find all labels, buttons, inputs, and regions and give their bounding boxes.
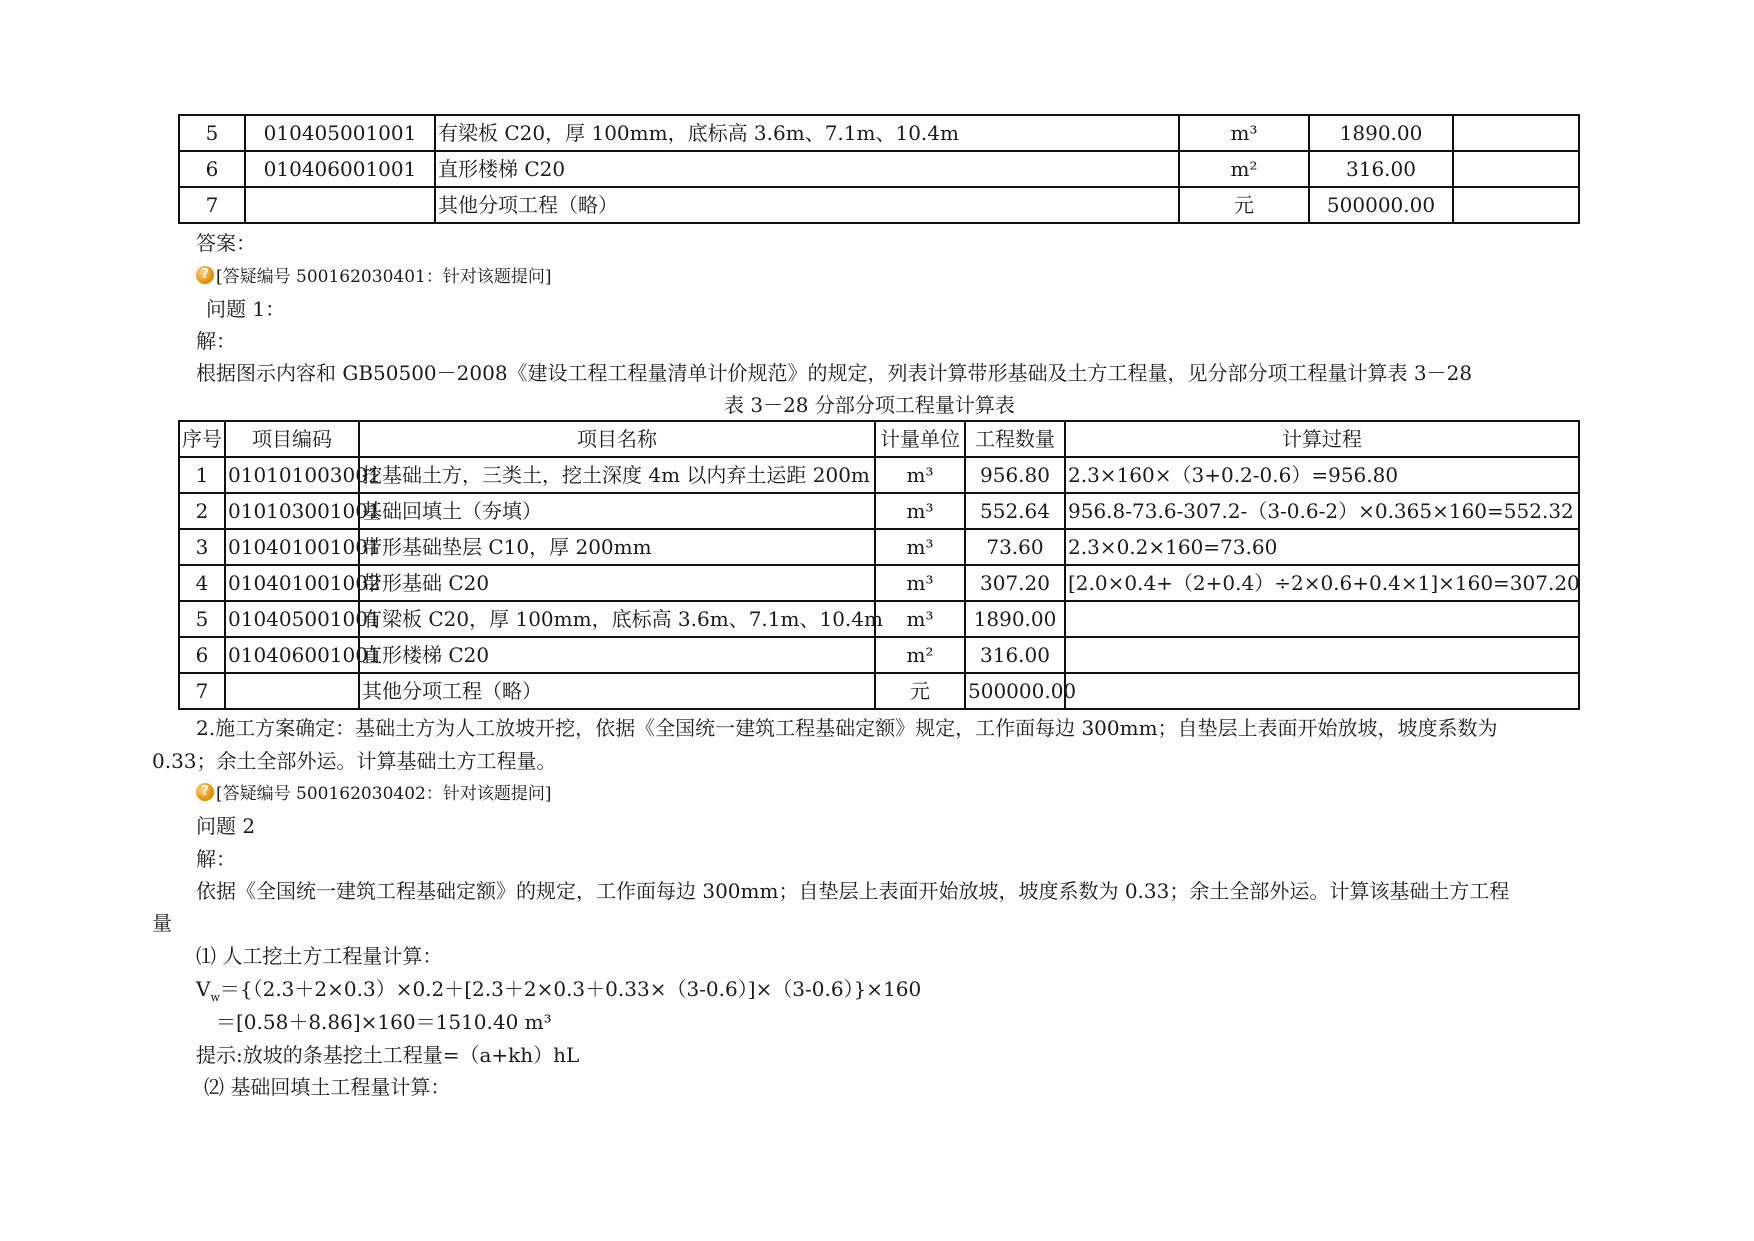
q2-label: 问题 2 (196, 814, 256, 838)
item-code: 010405001001 (245, 115, 435, 151)
quantity: 316.00 (965, 637, 1065, 673)
quantity: 1890.00 (965, 601, 1065, 637)
quantity: 307.20 (965, 565, 1065, 601)
solution-label-2: 解： (196, 847, 236, 871)
item-code: 010405001001 (225, 601, 359, 637)
table-row (179, 637, 1579, 673)
table-row (179, 493, 1579, 529)
extra (1453, 187, 1579, 223)
para2-line2: 0.33；余土全部外运。计算基础土方工程量。 (152, 749, 557, 773)
unit: m² (1179, 151, 1309, 187)
help-link-1[interactable] (196, 262, 551, 287)
unit: 元 (875, 673, 965, 709)
row-number: 1 (179, 457, 225, 493)
calculation: 2.3×0.2×160=73.60 (1065, 529, 1579, 565)
item-name: 其他分项工程（略） (435, 187, 1179, 223)
q1-intro: 根据图示内容和 GB50500－2008《建设工程工程量清单计价规范》的规定，列表计算带形基础及土方工程量，见分部分项工程量计算表 3－28 (196, 361, 1473, 385)
table-row (179, 115, 1579, 151)
item-name: 直形楼梯 C20 (435, 151, 1179, 187)
quantity: 500000.00 (1309, 187, 1453, 223)
column-header: 工程数量 (965, 421, 1065, 457)
extra (1453, 115, 1579, 151)
table-row (179, 601, 1579, 637)
row-number: 5 (179, 115, 245, 151)
quantity: 316.00 (1309, 151, 1453, 187)
question-icon: ? (196, 783, 214, 801)
quantity: 1890.00 (1309, 115, 1453, 151)
formula-v: V (196, 977, 211, 1001)
table-row (179, 457, 1579, 493)
row-number: 5 (179, 601, 225, 637)
formula-line2: ＝[0.58＋8.86]×160＝1510.40 m³ (216, 1010, 552, 1034)
row-number: 3 (179, 529, 225, 565)
unit: m³ (875, 529, 965, 565)
unit: m³ (1179, 115, 1309, 151)
top-table (178, 114, 1580, 224)
row-number: 7 (179, 673, 225, 709)
item-name: 挖基础土方，三类土，挖土深度 4m 以内弃土运距 200m (359, 457, 875, 493)
quantity: 73.60 (965, 529, 1065, 565)
item-code (225, 673, 359, 709)
hint: 提示:放坡的条基挖土工程量=（a+kh）hL (196, 1043, 580, 1067)
unit: m³ (875, 601, 965, 637)
calculation: 956.8-73.6-307.2-（3-0.6-2）×0.365×160=552.32 (1065, 493, 1579, 529)
item-code: 010101003001 (225, 457, 359, 493)
item-name: 有梁板 C20，厚 100mm，底标高 3.6m、7.1m、10.4m (435, 115, 1179, 151)
row-number: 6 (179, 151, 245, 187)
step2: ⑵ 基础回填土工程量计算： (204, 1075, 451, 1099)
row-number: 4 (179, 565, 225, 601)
formula-1: ＝{（2.3＋2×0.3）×0.2＋[2.3＋2×0.3＋0.33×（3-0.6）]×（3-0.6）}×160 (219, 977, 922, 1001)
unit: m³ (875, 493, 965, 529)
item-name: 带形基础垫层 C10，厚 200mm (359, 529, 875, 565)
item-code: 010401001001 (225, 529, 359, 565)
q2-line2: 量 (152, 911, 172, 935)
item-name: 带形基础 C20 (359, 565, 875, 601)
table-row (179, 565, 1579, 601)
item-code: 010401001002 (225, 565, 359, 601)
quantity: 500000.00 (965, 673, 1065, 709)
q2-line1: 依据《全国统一建筑工程基础定额》的规定，工作面每边 300mm；自垫层上表面开始放坡，坡度系数为 0.33；余土全部外运。计算该基础土方工程 (196, 879, 1510, 903)
item-code: 010103001001 (225, 493, 359, 529)
calculation: 2.3×160×（3+0.2-0.6）=956.80 (1065, 457, 1579, 493)
item-name: 基础回填土（夯填） (359, 493, 875, 529)
formula-line1 (196, 973, 921, 1004)
column-header: 计算过程 (1065, 421, 1579, 457)
item-name: 其他分项工程（略） (359, 673, 875, 709)
row-number: 2 (179, 493, 225, 529)
calculation (1065, 601, 1579, 637)
table-row (179, 673, 1579, 709)
unit: 元 (1179, 187, 1309, 223)
help-text-2: [答疑编号 500162030402：针对该题提问] (216, 784, 552, 804)
para2-line1: 2.施工方案确定：基础土方为人工放坡开挖，依据《全国统一建筑工程基础定额》规定，工作面每边 300mm；自垫层上表面开始放坡，坡度系数为 (196, 716, 1498, 740)
help-link-2[interactable] (196, 779, 551, 804)
item-code (245, 187, 435, 223)
table-row (179, 151, 1579, 187)
calculation (1065, 673, 1579, 709)
table-row (179, 529, 1579, 565)
quantity: 956.80 (965, 457, 1065, 493)
calculation (1065, 637, 1579, 673)
answer-label: 答案： (196, 231, 256, 255)
table-header-row (179, 421, 1579, 457)
table-row (179, 187, 1579, 223)
row-number: 6 (179, 637, 225, 673)
column-header: 序号 (179, 421, 225, 457)
item-name: 直形楼梯 C20 (359, 637, 875, 673)
formula-sub: w (210, 991, 220, 1004)
question-icon: ? (196, 266, 214, 284)
q1-label: 问题 1： (206, 297, 286, 321)
column-header: 项目名称 (359, 421, 875, 457)
unit: m³ (875, 565, 965, 601)
item-code: 010406001001 (225, 637, 359, 673)
table-caption: 表 3－28 分部分项工程量计算表 (724, 393, 1015, 417)
solution-label-1: 解： (196, 329, 236, 353)
column-header: 计量单位 (875, 421, 965, 457)
row-number: 7 (179, 187, 245, 223)
extra (1453, 151, 1579, 187)
item-code: 010406001001 (245, 151, 435, 187)
calc-table (178, 420, 1580, 710)
help-text-1: [答疑编号 500162030401：针对该题提问] (216, 267, 552, 287)
calculation: [2.0×0.4+（2+0.4）÷2×0.6+0.4×1]×160=307.20 (1065, 565, 1579, 601)
quantity: 552.64 (965, 493, 1065, 529)
unit: m² (875, 637, 965, 673)
column-header: 项目编码 (225, 421, 359, 457)
item-name: 有梁板 C20，厚 100mm，底标高 3.6m、7.1m、10.4m (359, 601, 875, 637)
unit: m³ (875, 457, 965, 493)
step1: ⑴ 人工挖土方工程量计算： (196, 944, 443, 968)
